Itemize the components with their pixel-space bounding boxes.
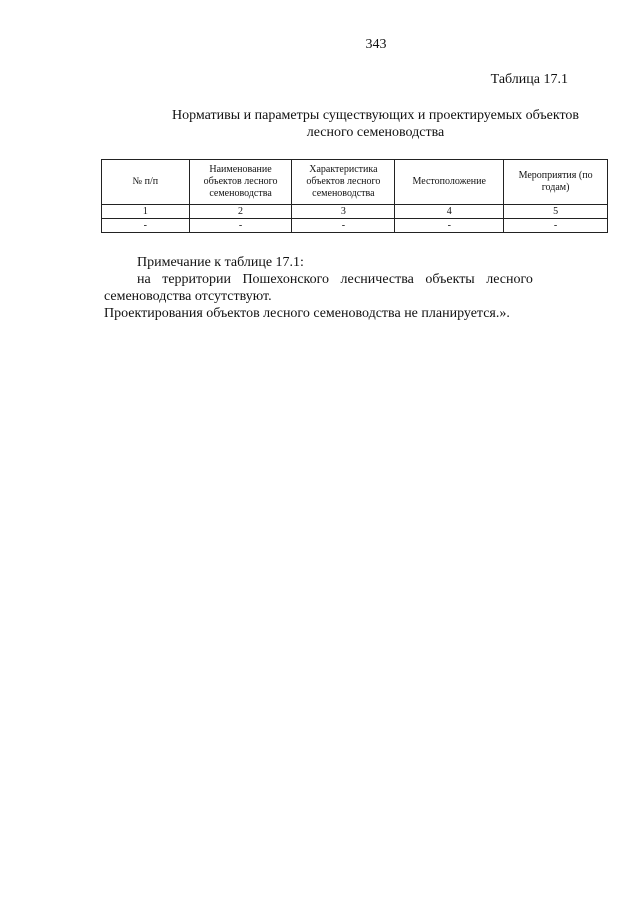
table-cell: - <box>292 219 395 233</box>
table-cell: - <box>102 219 190 233</box>
table-cell: 2 <box>189 205 292 219</box>
note-text-line: семеноводства отсутствуют. <box>104 289 272 304</box>
table-note <box>104 254 607 322</box>
page-number: 343 <box>365 37 387 52</box>
table-row <box>102 219 608 233</box>
data-table <box>101 159 608 233</box>
note-text-line: Проектирования объектов лесного семеноводства не планируется.». <box>104 306 510 321</box>
header-measures: Мероприятия (по годам) <box>504 160 608 205</box>
table-cell: - <box>395 219 504 233</box>
table-row <box>102 205 608 219</box>
table-cell: - <box>504 219 608 233</box>
header-location: Местоположение <box>395 160 504 205</box>
table-cell: 3 <box>292 205 395 219</box>
table-cell: 4 <box>395 205 504 219</box>
note-text-line: на территории Пошехонского лесничества объекты лесного <box>137 272 533 287</box>
header-characteristics: Характеристика объектов лесного семеноводства <box>292 160 395 205</box>
table-title: Нормативы и параметры существующих и проектируемых объектов лесного семеноводства <box>172 108 579 140</box>
table-cell: 1 <box>102 205 190 219</box>
header-name: Наименование объектов лесного семеноводства <box>189 160 292 205</box>
header-number: № п/п <box>102 160 190 205</box>
note-title: Примечание к таблице 17.1: <box>137 255 304 270</box>
table-label: Таблица 17.1 <box>490 72 568 87</box>
table-header-row <box>102 160 608 205</box>
table-cell: - <box>189 219 292 233</box>
table-cell: 5 <box>504 205 608 219</box>
